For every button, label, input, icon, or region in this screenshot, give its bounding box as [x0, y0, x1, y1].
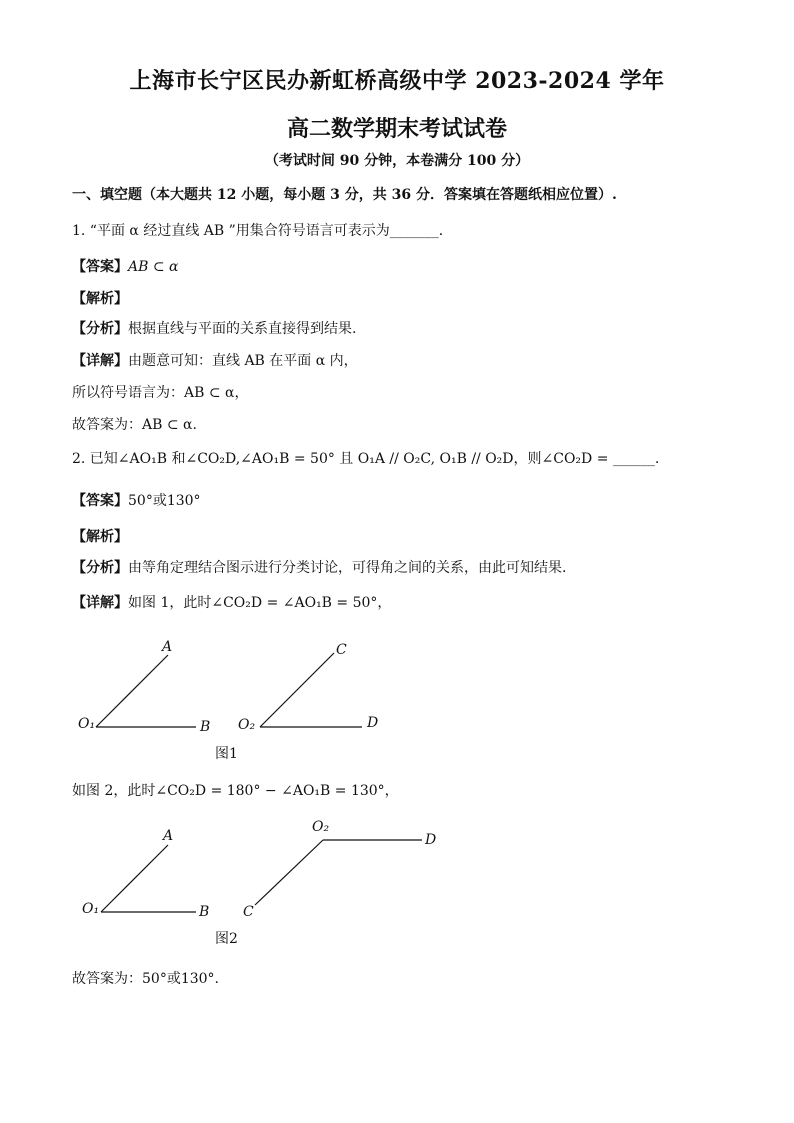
fig2-ray-o1a [101, 845, 168, 912]
q1-analysis-tag: 【解析】 [72, 291, 128, 307]
answer-tag: 【答案】 [72, 259, 128, 275]
fig2-ray-o2c [255, 840, 323, 905]
q2-conclusion: 故答案为：50°或130°. [72, 971, 219, 987]
exam-title-line1: 上海市长宁区民办新虹桥高级中学 2023-2024 学年 [129, 68, 665, 94]
detail-tag: 【详解】 [72, 595, 128, 611]
fig2-label-o1: O₁ [82, 901, 100, 917]
q2-answer: 50°或130° [128, 493, 201, 509]
fig1-ray-o1a [96, 655, 168, 727]
fig1-label-o2: O₂ [238, 717, 256, 733]
fig2-label-d: D [425, 832, 437, 848]
q2-fenxi: 由等角定理结合图示进行分类讨论，可得角之间的关系，由此可知结果. [128, 560, 567, 576]
q2-detail: 如图 1，此时∠CO₂D = ∠AO₁B = 50°， [128, 595, 392, 611]
exam-title-line2: 高二数学期末考试试卷 [286, 116, 507, 142]
fig1-label-c: C [336, 642, 347, 658]
fig2-label-c: C [243, 904, 254, 920]
q1-fenxi: 根据直线与平面的关系直接得到结果. [128, 321, 357, 337]
detail-tag: 【详解】 [72, 353, 128, 369]
fig2-label-b: B [199, 904, 210, 920]
q2-fig2-intro: 如图 2，此时∠CO₂D = 180° − ∠AO₁B = 130°， [72, 783, 399, 799]
q2-analysis-tag: 【解析】 [72, 529, 128, 545]
q1-answer: AB ⊂ α [128, 259, 179, 275]
fenxi-tag: 【分析】 [72, 560, 128, 576]
fig1-label-a: A [162, 639, 173, 655]
fig1-ray-o2c [260, 653, 334, 727]
q1-line3: 故答案为：AB ⊂ α. [72, 417, 197, 433]
question-1: 1. “平面 α 经过直线 AB ”用集合符号语言可表示为_______． [72, 223, 453, 239]
section-heading: 一、填空题（本大题共 12 小题，每小题 3 分，共 36 分．答案填在答题纸相应位置）. [72, 187, 617, 203]
fig1-label-d: D [367, 715, 379, 731]
fig2-label-o2: O₂ [312, 819, 330, 835]
answer-tag: 【答案】 [72, 493, 128, 509]
q1-detail: 由题意可知：直线 AB 在平面 α 内， [128, 353, 358, 369]
q1-line2: 所以符号语言为：AB ⊂ α， [72, 385, 249, 401]
fig1-label-b: B [200, 719, 211, 735]
question-2: 2. 已知∠AO₁B 和∠CO₂D,∠AO₁B = 50° 且 O₁A // O₂C, O₁B // O₂D，则∠CO₂D = ______. [72, 451, 660, 467]
fig1-label-o1: O₁ [78, 716, 96, 732]
exam-subtitle: （考试时间 90 分钟，本卷满分 100 分） [264, 153, 530, 169]
fenxi-tag: 【分析】 [72, 321, 128, 337]
fig2-caption: 图2 [215, 931, 238, 947]
fig1-caption: 图1 [215, 746, 238, 762]
fig2-label-a: A [163, 828, 174, 844]
